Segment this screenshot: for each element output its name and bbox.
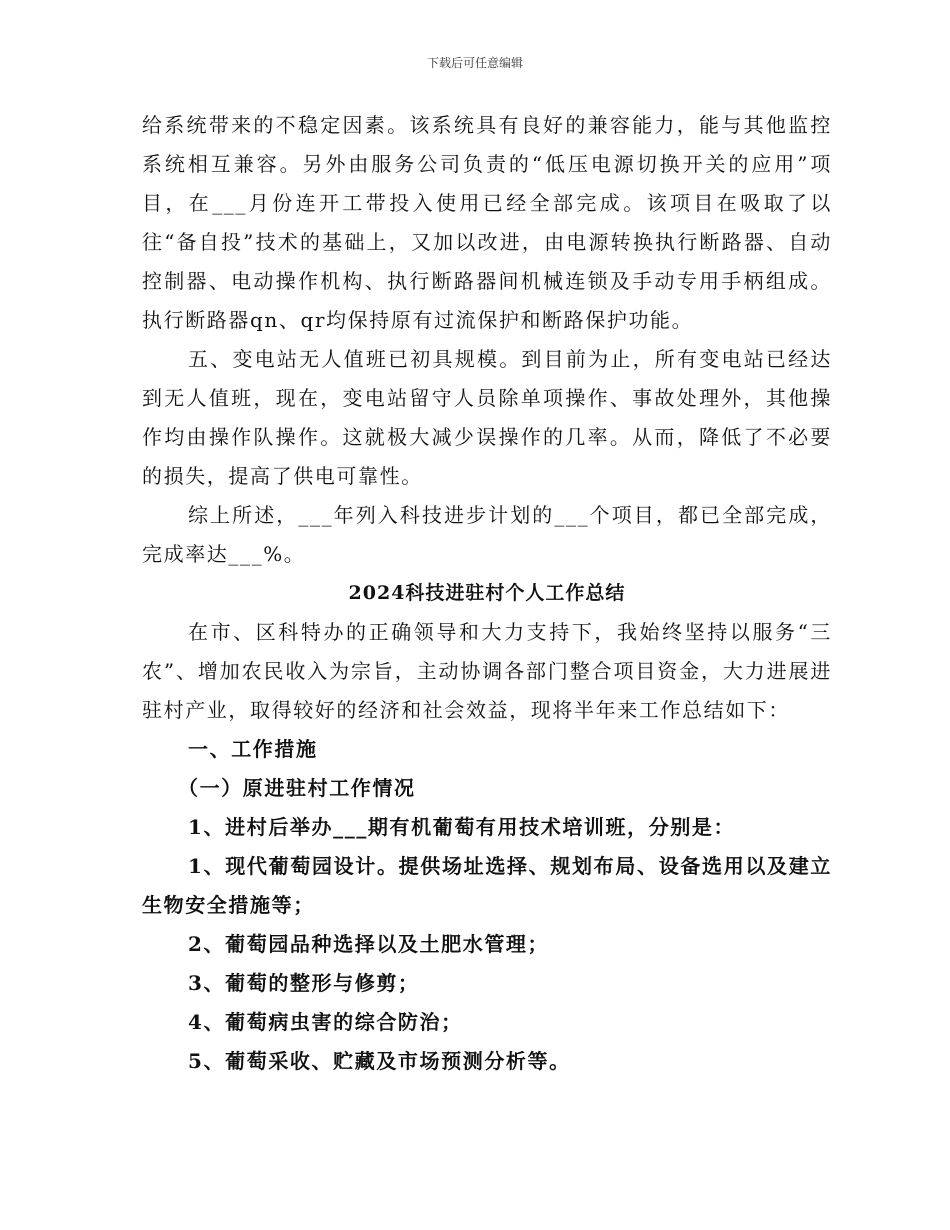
list-item: 2、葡萄园品种选择以及土肥水管理； [188,932,550,956]
list-item: 4、葡萄病虫害的综合防治； [188,1010,463,1034]
list-item: 1、现代葡萄园设计。提供场址选择、规划布局、设备选用以及建立生物安全措施等； [142,854,832,917]
heading-work-measures: 一、工作措施 [188,737,318,761]
paragraph-continued: 给系统带来的不稳定因素。该系统具有良好的兼容能力，能与其他监控系统相互兼容。另外由服务公司负责的“低压电源切换开关的应用”项目，在___月份连开工带投入使用已经全部完成。该项目在吸取了以往“备自投”技术的基础上，又加以改进，由电源转换执行断路器、自动控制器、电动操作机构、执行断路器间机械连锁及手动专用手柄组成。执行断路器qn、qr均保持原有过流保护和断路保护功能。 [142,113,832,332]
paragraph-intro: 在市、区科特办的正确领导和大力支持下，我始终坚持以服务“三农”、增加农民收入为宗旨，主动协调各部门整合项目资金，大力进展进驻村产业，取得较好的经济和社会效益，现将半年来工作总结如下： [142,620,832,722]
paragraph-summary: 综上所述，___年列入科技进步计划的___个项目，都已全部完成，完成率达___%。 [142,503,832,566]
document-body [142,106,832,1081]
section-title: 2024科技进驻村个人工作总结 [348,582,626,604]
list-item: 1、进村后举办___期有机葡萄有用技术培训班，分别是： [188,815,736,839]
heading-original-village: （一）原进驻村工作情况 [178,776,416,800]
list-item: 3、葡萄的整形与修剪； [188,971,420,995]
page-header: 下载后可任意编辑 [426,56,523,70]
list-item: 5、葡萄采收、贮藏及市场预测分析等。 [188,1049,571,1073]
paragraph-substation: 五、变电站无人值班已初具规模。到目前为止，所有变电站已经达到无人值班，现在，变电站留守人员除单项操作、事故处理外，其他操作均由操作队操作。这就极大减少误操作的几率。从而，降低了不必要的损失，提高了供电可靠性。 [142,347,832,488]
